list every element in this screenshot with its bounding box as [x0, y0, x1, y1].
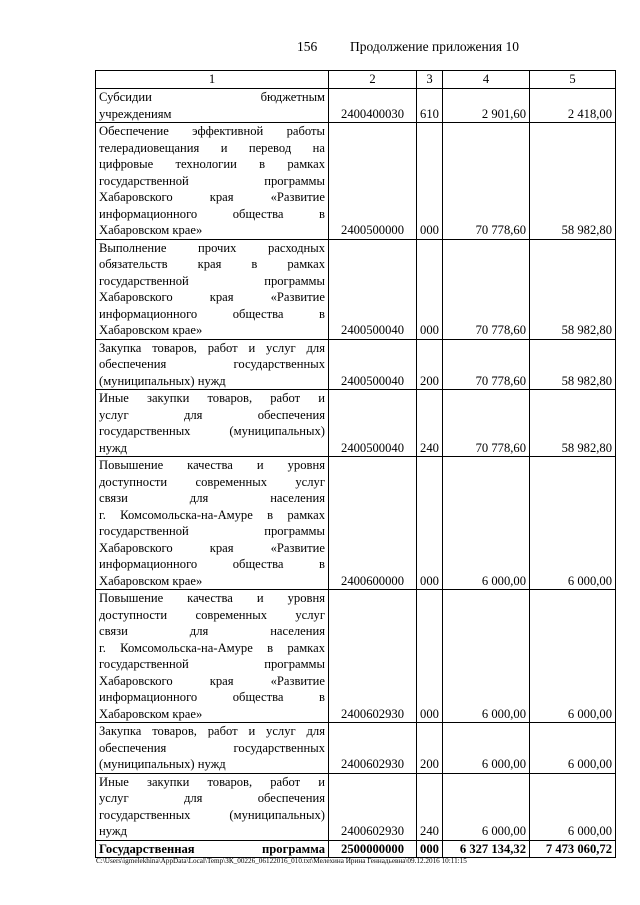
amount-col4: 70 778,60: [443, 390, 530, 457]
description-line: связи для населения: [99, 491, 325, 505]
amount-col5: 6 000,00: [530, 457, 616, 590]
amount-col4: 2 901,60: [443, 89, 530, 123]
budget-table: [95, 70, 616, 858]
description-line: Хабаровского края «Развитие: [99, 290, 325, 304]
column-header: 4: [443, 71, 530, 89]
row-description: [96, 239, 329, 339]
amount-col4: 70 778,60: [443, 239, 530, 339]
description-line: государственной программы: [99, 273, 325, 288]
description-line: г. Комсомольска-на-Амуре в рамках: [99, 640, 325, 655]
amount-col4: 70 778,60: [443, 339, 530, 390]
target-article-code: 2500000000: [329, 840, 417, 858]
table-row: [96, 123, 616, 240]
target-article-code: 2400500040: [329, 339, 417, 390]
amount-col5: 6 000,00: [530, 590, 616, 723]
amount-col5: 6 000,00: [530, 773, 616, 840]
description-line: цифровые технологии в рамках: [99, 157, 325, 171]
expense-type-code: 200: [417, 723, 443, 774]
description-line: Иные закупки товаров, работ и: [99, 391, 325, 405]
column-header: 2: [329, 71, 417, 89]
description-line: обеспечения государственных: [99, 357, 325, 371]
expense-type-code: 000: [417, 239, 443, 339]
description-line: Иные закупки товаров, работ и: [99, 774, 325, 789]
description-line: Государственная программа: [99, 841, 325, 856]
description-line: учреждениям: [99, 106, 172, 121]
target-article-code: 2400602930: [329, 590, 417, 723]
expense-type-code: 000: [417, 123, 443, 240]
description-line: телерадиовещания и перевод на: [99, 140, 325, 155]
row-description: [96, 339, 329, 390]
row-description: [96, 590, 329, 723]
description-line: Выполнение прочих расходных: [99, 240, 325, 255]
description-line: Хабаровского края «Развитие: [99, 540, 325, 555]
table-row: [96, 89, 616, 123]
description-line: г. Комсомольска-на-Амуре в рамках: [99, 507, 325, 522]
page-header: [0, 39, 640, 57]
target-article-code: 2400600000: [329, 457, 417, 590]
description-line: Субсидии бюджетным: [99, 90, 325, 104]
page-number: 156: [297, 39, 318, 54]
expense-type-code: 610: [417, 89, 443, 123]
amount-col5: 6 000,00: [530, 723, 616, 774]
description-line: государственных (муниципальных): [99, 807, 325, 822]
expense-type-code: 240: [417, 390, 443, 457]
description-line: государственной программы: [99, 657, 325, 671]
description-line: Закупка товаров, работ и услуг для: [99, 340, 325, 355]
file-path-footer: C:\Users\igmelekhina\AppData\Local\Temp\ЗК_00226_06122016_010.txt\Мелехина Ирина Геннадьевна\09.12.2016 10:11:15: [96, 857, 467, 865]
row-description: [96, 390, 329, 457]
description-line: Хабаровском крае»: [99, 573, 203, 588]
description-line: нужд: [99, 824, 127, 838]
target-article-code: 2400500000: [329, 123, 417, 240]
expense-type-code: 000: [417, 457, 443, 590]
amount-col5: 58 982,80: [530, 123, 616, 240]
row-description: [96, 457, 329, 590]
expense-type-code: 000: [417, 840, 443, 858]
expense-type-code: 200: [417, 339, 443, 390]
column-header: 5: [530, 71, 616, 89]
row-description: [96, 723, 329, 774]
row-description: [96, 123, 329, 240]
row-description: [96, 89, 329, 123]
table-row: [96, 390, 616, 457]
amount-col4: 6 000,00: [443, 773, 530, 840]
amount-col4: 6 000,00: [443, 723, 530, 774]
description-line: Хабаровском крае»: [99, 323, 203, 337]
expense-type-code: 000: [417, 590, 443, 723]
appendix-title: Продолжение приложения 10: [350, 39, 520, 54]
table-header-row: [96, 71, 616, 89]
target-article-code: 2400602930: [329, 723, 417, 774]
description-line: Хабаровском крае»: [99, 706, 203, 721]
column-header: 3: [417, 71, 443, 89]
description-line: Хабаровского края «Развитие: [99, 673, 325, 688]
description-line: Повышение качества и уровня: [99, 458, 325, 472]
amount-col4: 6 000,00: [443, 590, 530, 723]
target-article-code: 2400400030: [329, 89, 417, 123]
table-row: [96, 339, 616, 390]
target-article-code: 2400602930: [329, 773, 417, 840]
description-line: Хабаровском крае»: [99, 223, 203, 237]
table-row: [96, 723, 616, 774]
target-article-code: 2400500040: [329, 239, 417, 339]
description-line: Хабаровского края «Развитие: [99, 190, 325, 204]
description-line: (муниципальных) нужд: [99, 373, 226, 388]
row-description: [96, 773, 329, 840]
column-header: 1: [96, 71, 329, 89]
description-line: Обеспечение эффективной работы: [99, 124, 325, 138]
description-line: (муниципальных) нужд: [99, 757, 226, 771]
amount-col5: 58 982,80: [530, 339, 616, 390]
description-line: Закупка товаров, работ и услуг для: [99, 724, 325, 738]
amount-col4: 6 000,00: [443, 457, 530, 590]
description-line: Повышение качества и уровня: [99, 591, 325, 605]
amount-col5: 7 473 060,72: [530, 840, 616, 858]
description-line: доступности современных услуг: [99, 607, 325, 622]
description-line: доступности современных услуг: [99, 474, 325, 489]
description-line: обеспечения государственных: [99, 740, 325, 755]
description-line: обязательств края в рамках: [99, 257, 325, 271]
amount-col5: 58 982,80: [530, 239, 616, 339]
amount-col4: 70 778,60: [443, 123, 530, 240]
table-row: [96, 840, 616, 858]
description-line: государственной программы: [99, 524, 325, 538]
description-line: информационного общества в: [99, 306, 325, 321]
description-line: информационного общества в: [99, 557, 325, 571]
description-line: государственных (муниципальных): [99, 424, 325, 438]
table-row: [96, 590, 616, 723]
row-description: [96, 840, 329, 858]
table-row: [96, 773, 616, 840]
amount-col5: 58 982,80: [530, 390, 616, 457]
amount-col4: 6 327 134,32: [443, 840, 530, 858]
description-line: связи для населения: [99, 624, 325, 638]
expense-type-code: 240: [417, 773, 443, 840]
description-line: государственной программы: [99, 173, 325, 188]
table-row: [96, 239, 616, 339]
description-line: услуг для обеспечения: [99, 791, 325, 805]
description-line: информационного общества в: [99, 690, 325, 704]
description-line: информационного общества в: [99, 206, 325, 221]
target-article-code: 2400500040: [329, 390, 417, 457]
table-row: [96, 457, 616, 590]
description-line: услуг для обеспечения: [99, 407, 325, 422]
description-line: нужд: [99, 440, 127, 455]
amount-col5: 2 418,00: [530, 89, 616, 123]
